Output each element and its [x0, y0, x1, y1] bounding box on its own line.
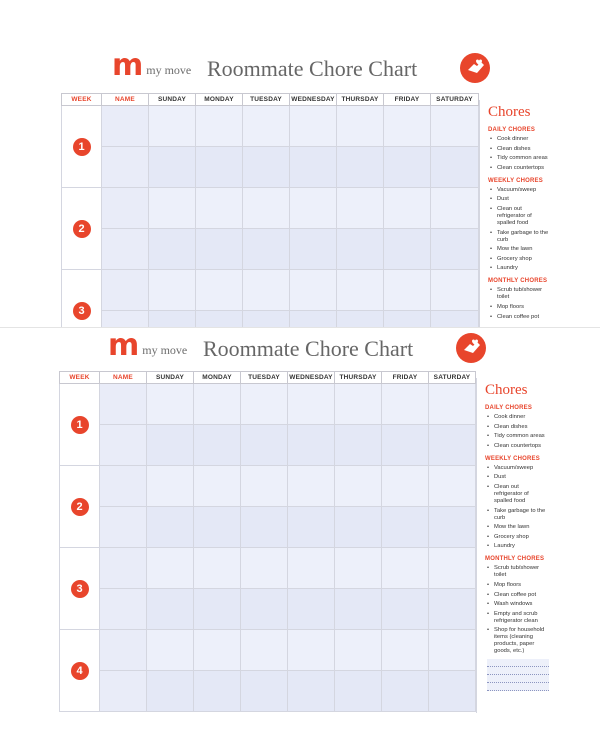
day-cell[interactable] [431, 147, 479, 188]
day-cell[interactable] [431, 229, 479, 270]
day-cell[interactable] [335, 630, 382, 671]
day-cell[interactable] [241, 384, 288, 425]
page-title: Roommate Chore Chart [203, 336, 414, 361]
day-cell[interactable] [194, 589, 241, 630]
day-cell[interactable] [196, 270, 243, 311]
chore-item: • Tidy common areas [488, 155, 550, 162]
day-cell[interactable] [429, 425, 476, 466]
day-cell[interactable] [196, 229, 243, 270]
day-cell[interactable] [384, 311, 431, 328]
chore-item: • Grocery shop [488, 256, 550, 263]
chore-item: • Clean out refrigerator of spalled food [488, 206, 550, 227]
name-cell[interactable] [102, 147, 149, 188]
chore-chart-page-2 [0, 327, 600, 730]
day-cell[interactable] [335, 548, 382, 589]
day-cell[interactable] [337, 106, 384, 147]
day-cell[interactable] [382, 630, 429, 671]
chore-item: • Mow the lawn [488, 246, 550, 253]
day-cell[interactable] [335, 425, 382, 466]
name-cell[interactable] [100, 425, 147, 466]
day-cell[interactable] [382, 548, 429, 589]
name-cell[interactable] [100, 507, 147, 548]
chore-item: • Mop floors [485, 582, 547, 589]
logo-m: m [108, 328, 139, 363]
day-cell[interactable] [196, 311, 243, 328]
monthly-chores-heading: MONTHLY CHORES [488, 278, 548, 285]
col-thursday: THURSDAY [337, 94, 384, 106]
chore-item: • Clean countertops [485, 443, 547, 450]
day-cell[interactable] [429, 466, 476, 507]
day-cell[interactable] [384, 147, 431, 188]
day-cell[interactable] [431, 311, 479, 328]
day-cell[interactable] [290, 147, 337, 188]
chore-item: • Clean dishes [485, 424, 547, 431]
col-tuesday: TUESDAY [243, 94, 290, 106]
chore-table [61, 93, 479, 327]
header-row [62, 94, 479, 106]
chore-item: • Take garbage to the curb [485, 508, 547, 522]
week-1-row-b [62, 147, 479, 188]
chore-item: • Laundry [488, 265, 550, 272]
col-monday: MONDAY [194, 372, 241, 384]
chores-sidebar [476, 378, 556, 713]
day-cell[interactable] [431, 188, 479, 229]
chores-title: Chores [485, 382, 528, 398]
week-number-badge: 2 [71, 498, 89, 516]
col-friday: FRIDAY [384, 94, 431, 106]
day-cell[interactable] [337, 188, 384, 229]
day-cell[interactable] [290, 311, 337, 328]
day-cell[interactable] [196, 188, 243, 229]
hand-heart-icon [456, 333, 486, 363]
chore-item: • Dust [488, 196, 550, 203]
chores-sidebar [479, 100, 559, 327]
name-cell[interactable] [102, 106, 149, 147]
chore-item: • Clean coffee pot [485, 592, 547, 599]
monthly-chores-heading: MONTHLY CHORES [485, 556, 545, 563]
col-sunday: SUNDAY [149, 94, 196, 106]
day-cell[interactable] [149, 270, 196, 311]
day-cell[interactable] [241, 425, 288, 466]
chore-item: • Clean coffee pot [488, 314, 550, 321]
custom-chore-lines [485, 659, 556, 691]
page-header [0, 328, 600, 368]
chore-item: • Dust [485, 474, 547, 481]
week-1-row-a [62, 106, 479, 147]
brand-logo [112, 48, 192, 83]
name-cell[interactable] [102, 311, 149, 328]
week-number-badge: 4 [71, 662, 89, 680]
day-cell[interactable] [382, 425, 429, 466]
week-number-badge: 1 [73, 138, 91, 156]
name-cell[interactable] [100, 589, 147, 630]
week-number-badge: 1 [71, 416, 89, 434]
chore-item: • Scrub tub/shower toilet [488, 287, 550, 301]
day-cell[interactable] [241, 466, 288, 507]
day-cell[interactable] [429, 671, 476, 712]
logo-m: m [112, 48, 143, 83]
chore-item: • Clean countertops [488, 165, 550, 172]
day-cell[interactable] [288, 384, 335, 425]
hand-heart-icon [460, 53, 490, 83]
day-cell[interactable] [337, 270, 384, 311]
day-cell[interactable] [194, 466, 241, 507]
day-cell[interactable] [194, 507, 241, 548]
chore-item: • Scrub tub/shower toilet [485, 565, 547, 579]
day-cell[interactable] [241, 671, 288, 712]
col-week: WEEK [62, 94, 102, 106]
day-cell[interactable] [147, 671, 194, 712]
day-cell[interactable] [241, 548, 288, 589]
day-cell[interactable] [196, 106, 243, 147]
custom-chore-line[interactable] [487, 675, 549, 683]
chore-item: • Take garbage to the curb [488, 230, 550, 244]
day-cell[interactable] [288, 548, 335, 589]
day-cell[interactable] [337, 229, 384, 270]
chore-item: • Mop floors [488, 304, 550, 311]
week-3-row-a [60, 548, 476, 589]
day-cell[interactable] [243, 270, 290, 311]
chore-item: • Cook dinner [488, 136, 550, 143]
weekly-chores-heading: WEEKLY CHORES [485, 455, 540, 462]
day-cell[interactable] [290, 106, 337, 147]
day-cell[interactable] [384, 106, 431, 147]
col-saturday: SATURDAY [429, 372, 476, 384]
day-cell[interactable] [382, 671, 429, 712]
name-cell[interactable] [100, 466, 147, 507]
logo-text: my move [146, 63, 192, 77]
week-2-cell [60, 466, 100, 548]
day-cell[interactable] [243, 147, 290, 188]
week-3-row-b [62, 311, 479, 328]
day-cell[interactable] [147, 507, 194, 548]
week-2-row-b [62, 229, 479, 270]
day-cell[interactable] [335, 589, 382, 630]
day-cell[interactable] [290, 229, 337, 270]
chore-item: • Clean out refrigerator of spalled food [485, 484, 547, 505]
chore-item: • Shop for household items (cleaning products, paper goods, etc.) [485, 627, 547, 655]
week-2-cell [62, 188, 102, 270]
day-cell[interactable] [382, 589, 429, 630]
day-cell[interactable] [337, 147, 384, 188]
day-cell[interactable] [241, 507, 288, 548]
daily-chores-heading: DAILY CHORES [488, 127, 536, 133]
day-cell[interactable] [243, 311, 290, 328]
col-name: NAME [100, 372, 147, 384]
day-cell[interactable] [288, 466, 335, 507]
header-row [60, 372, 476, 384]
week-2-row-b [60, 507, 476, 548]
chore-item: • Tidy common areas [485, 433, 547, 440]
chore-item: • Cook dinner [485, 414, 547, 421]
day-cell[interactable] [335, 507, 382, 548]
week-1-cell [60, 384, 100, 466]
day-cell[interactable] [429, 507, 476, 548]
week-1-cell [62, 106, 102, 188]
chore-item: • Grocery shop [485, 534, 547, 541]
chore-item: • Wash windows [485, 601, 547, 608]
week-4-row-a [60, 630, 476, 671]
day-cell[interactable] [429, 589, 476, 630]
day-cell[interactable] [147, 466, 194, 507]
chore-item: • Mow the lawn [485, 524, 547, 531]
week-4-cell [60, 630, 100, 712]
week-number-badge: 3 [73, 302, 91, 320]
col-wednesday: WEDNESDAY [288, 372, 335, 384]
day-cell[interactable] [335, 466, 382, 507]
daily-chores-heading: DAILY CHORES [485, 405, 533, 411]
day-cell[interactable] [147, 589, 194, 630]
week-3-row-b [60, 589, 476, 630]
day-cell[interactable] [384, 229, 431, 270]
day-cell[interactable] [431, 106, 479, 147]
week-1-row-a [60, 384, 476, 425]
week-2-row-a [60, 466, 476, 507]
day-cell[interactable] [288, 507, 335, 548]
brand-logo [108, 328, 188, 363]
day-cell[interactable] [241, 589, 288, 630]
week-2-row-a [62, 188, 479, 229]
day-cell[interactable] [194, 671, 241, 712]
day-cell[interactable] [384, 188, 431, 229]
week-number-badge: 2 [73, 220, 91, 238]
col-tuesday: TUESDAY [241, 372, 288, 384]
day-cell[interactable] [335, 384, 382, 425]
day-cell[interactable] [382, 507, 429, 548]
name-cell[interactable] [100, 671, 147, 712]
week-3-row-a [62, 270, 479, 311]
week-1-row-b [60, 425, 476, 466]
col-friday: FRIDAY [382, 372, 429, 384]
day-cell[interactable] [147, 548, 194, 589]
day-cell[interactable] [290, 270, 337, 311]
name-cell[interactable] [102, 229, 149, 270]
day-cell[interactable] [335, 671, 382, 712]
chore-item: • Laundry [485, 543, 547, 550]
col-saturday: SATURDAY [431, 94, 479, 106]
day-cell[interactable] [194, 425, 241, 466]
day-cell[interactable] [337, 311, 384, 328]
week-number-badge: 3 [71, 580, 89, 598]
name-cell[interactable] [100, 384, 147, 425]
page-title: Roommate Chore Chart [207, 56, 418, 81]
day-cell[interactable] [194, 548, 241, 589]
day-cell[interactable] [382, 384, 429, 425]
day-cell[interactable] [431, 270, 479, 311]
day-cell[interactable] [149, 188, 196, 229]
chore-table [59, 371, 476, 712]
day-cell[interactable] [288, 425, 335, 466]
chore-chart-page-1 [0, 0, 600, 327]
week-3-cell [62, 270, 102, 328]
custom-chore-line[interactable] [487, 667, 549, 675]
col-monday: MONDAY [196, 94, 243, 106]
name-cell[interactable] [102, 270, 149, 311]
col-wednesday: WEDNESDAY [290, 94, 337, 106]
name-cell[interactable] [100, 630, 147, 671]
custom-chore-line[interactable] [487, 659, 549, 667]
chore-item: • Vacuum/sweep [488, 187, 550, 194]
day-cell[interactable] [429, 548, 476, 589]
col-week: WEEK [60, 372, 100, 384]
col-sunday: SUNDAY [147, 372, 194, 384]
name-cell[interactable] [100, 548, 147, 589]
col-thursday: THURSDAY [335, 372, 382, 384]
day-cell[interactable] [194, 384, 241, 425]
day-cell[interactable] [147, 384, 194, 425]
chores-title: Chores [488, 104, 531, 120]
day-cell[interactable] [149, 106, 196, 147]
day-cell[interactable] [290, 188, 337, 229]
weekly-chores-heading: WEEKLY CHORES [488, 177, 543, 184]
custom-chore-line[interactable] [487, 683, 549, 691]
day-cell[interactable] [149, 147, 196, 188]
name-cell[interactable] [102, 188, 149, 229]
day-cell[interactable] [429, 630, 476, 671]
day-cell[interactable] [288, 671, 335, 712]
day-cell[interactable] [243, 229, 290, 270]
week-4-row-b [60, 671, 476, 712]
day-cell[interactable] [147, 630, 194, 671]
day-cell[interactable] [196, 147, 243, 188]
week-3-cell [60, 548, 100, 630]
day-cell[interactable] [241, 630, 288, 671]
chore-item: • Vacuum/sweep [485, 465, 547, 472]
day-cell[interactable] [243, 188, 290, 229]
day-cell[interactable] [429, 384, 476, 425]
day-cell[interactable] [243, 106, 290, 147]
day-cell[interactable] [147, 425, 194, 466]
day-cell[interactable] [288, 630, 335, 671]
day-cell[interactable] [382, 466, 429, 507]
chore-item: • Clean dishes [488, 146, 550, 153]
day-cell[interactable] [149, 311, 196, 328]
day-cell[interactable] [194, 630, 241, 671]
page-header [0, 48, 600, 88]
logo-text: my move [142, 343, 188, 357]
day-cell[interactable] [384, 270, 431, 311]
day-cell[interactable] [288, 589, 335, 630]
col-name: NAME [102, 94, 149, 106]
day-cell[interactable] [149, 229, 196, 270]
chore-item: • Empty and scrub refrigerator clean [485, 611, 547, 625]
